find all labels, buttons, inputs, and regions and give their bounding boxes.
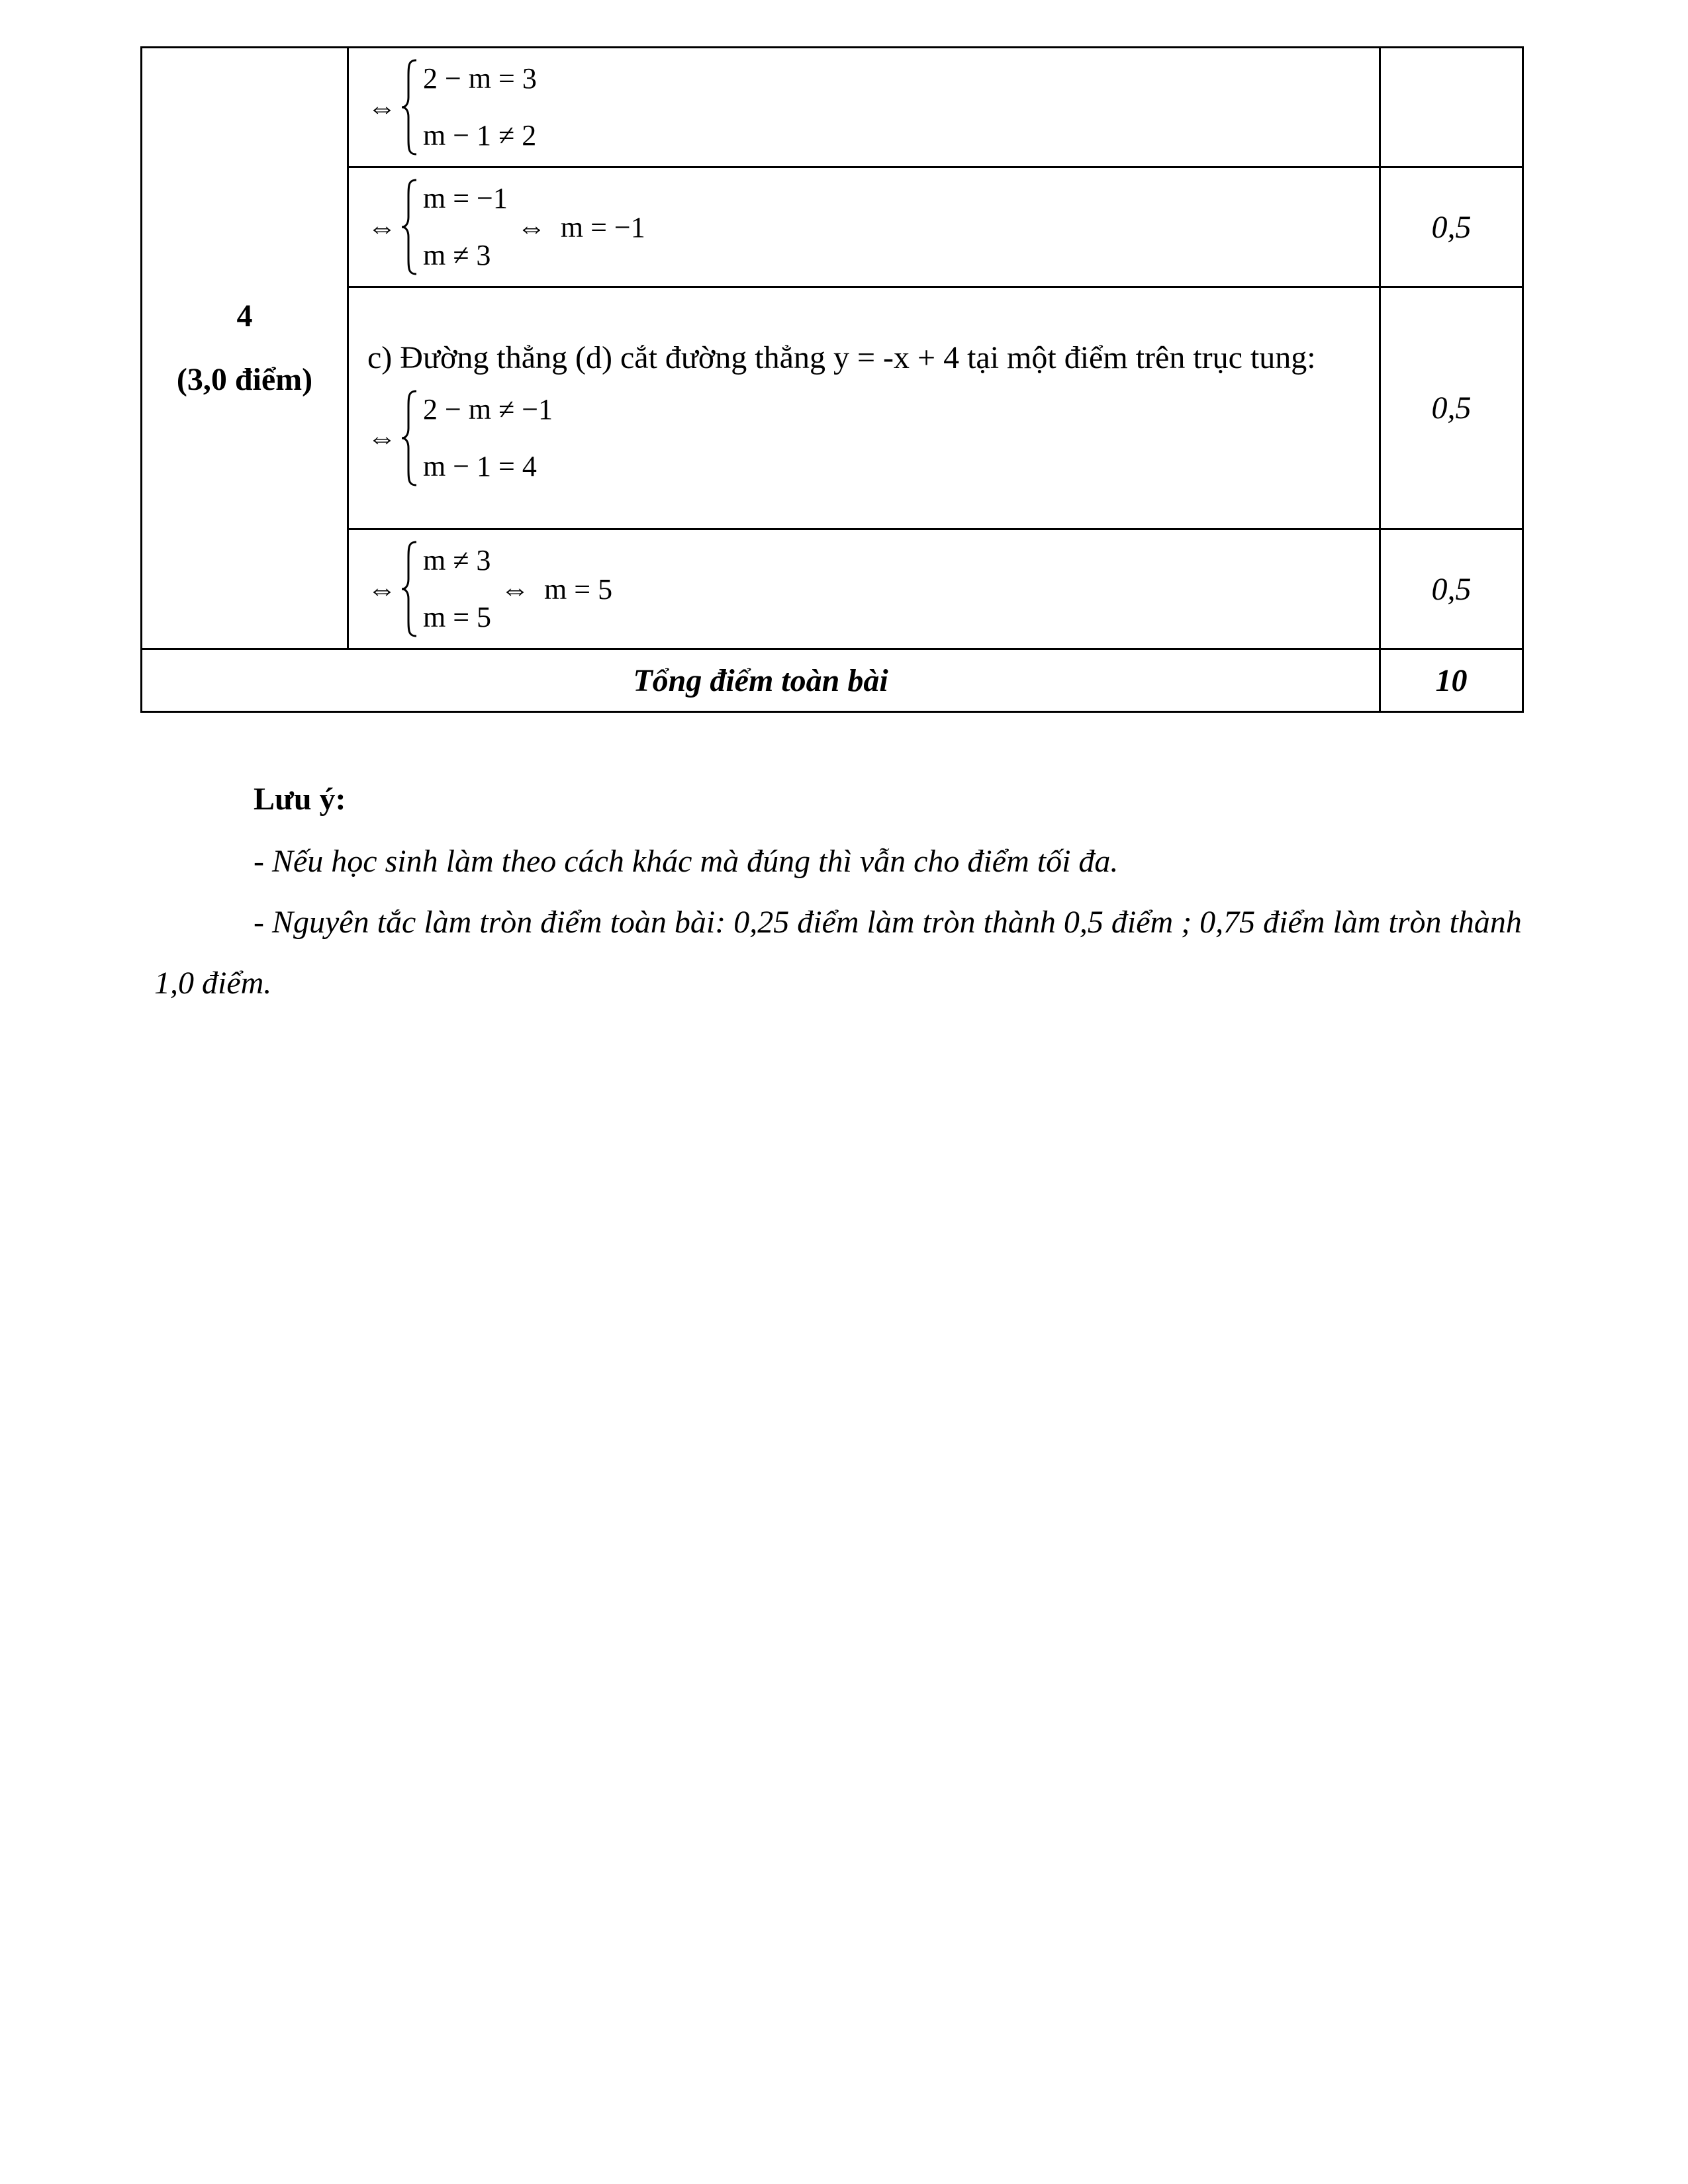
table-row: [142, 287, 1523, 529]
table-row: [142, 48, 1523, 167]
points-cell: 0,5: [1380, 167, 1523, 287]
grading-table: [140, 46, 1524, 713]
equation-system: [349, 177, 1379, 277]
table-row: [142, 167, 1523, 287]
question-cell: [142, 48, 348, 649]
solution-cell: [348, 529, 1380, 649]
solution-cell: [348, 167, 1380, 287]
points-cell: 0,5: [1380, 287, 1523, 529]
equivalence-symbol: ⇔: [367, 572, 397, 606]
equation-system: [349, 539, 1379, 639]
table-row: [142, 529, 1523, 649]
total-label: Tổng điểm toàn bài: [142, 649, 1380, 712]
left-brace: [400, 58, 419, 157]
note-line: - Nếu học sinh làm theo cách khác mà đúng thì vẫn cho điểm tối đa.: [254, 844, 1119, 879]
equivalence-symbol: ⇔: [367, 422, 397, 454]
note-line: - Nguyên tắc làm tròn điểm toàn bài: 0,25 điểm làm tròn thành 0,5 điểm ; 0,75 điểm làm tròn thành 1,0 điểm.: [154, 905, 1522, 1001]
equation-line: m − 1 = 4: [423, 449, 537, 482]
notes-section: [154, 768, 1538, 1014]
total-value: 10: [1380, 649, 1523, 712]
question-number: 4: [236, 298, 253, 334]
equivalence-symbol: ⇔: [367, 210, 397, 244]
equation-result: ⇔ m = 5: [500, 572, 613, 606]
solution-cell: [348, 287, 1380, 529]
left-brace: [400, 177, 419, 277]
equation-line: 2 − m = 3: [423, 62, 537, 95]
equation-system: [349, 388, 1379, 497]
equation-line: m ≠ 3: [423, 239, 491, 271]
equation-line: m = 5: [423, 601, 492, 633]
equivalence-symbol: ⇔: [367, 91, 397, 124]
equation-system: [349, 58, 1379, 157]
notes-title: Lưu ý:: [254, 782, 346, 817]
equation-line: 2 − m ≠ −1: [423, 392, 553, 426]
left-brace: [400, 539, 419, 639]
solution-text: c) Đường thẳng (d) cắt đường thẳng y = -x + 4 tại một điểm trên trục tung:: [367, 340, 1316, 375]
total-row: [142, 649, 1523, 712]
points-cell: [1380, 48, 1523, 167]
points-cell: 0,5: [1380, 529, 1523, 649]
left-brace: [400, 388, 419, 488]
equation-line: m = −1: [423, 182, 508, 214]
equation-result: ⇔ m = −1: [516, 210, 645, 244]
equation-line: m − 1 ≠ 2: [423, 119, 537, 152]
equation-line: m ≠ 3: [423, 544, 491, 576]
question-points: (3,0 điểm): [176, 362, 313, 397]
solution-cell: [348, 48, 1380, 167]
